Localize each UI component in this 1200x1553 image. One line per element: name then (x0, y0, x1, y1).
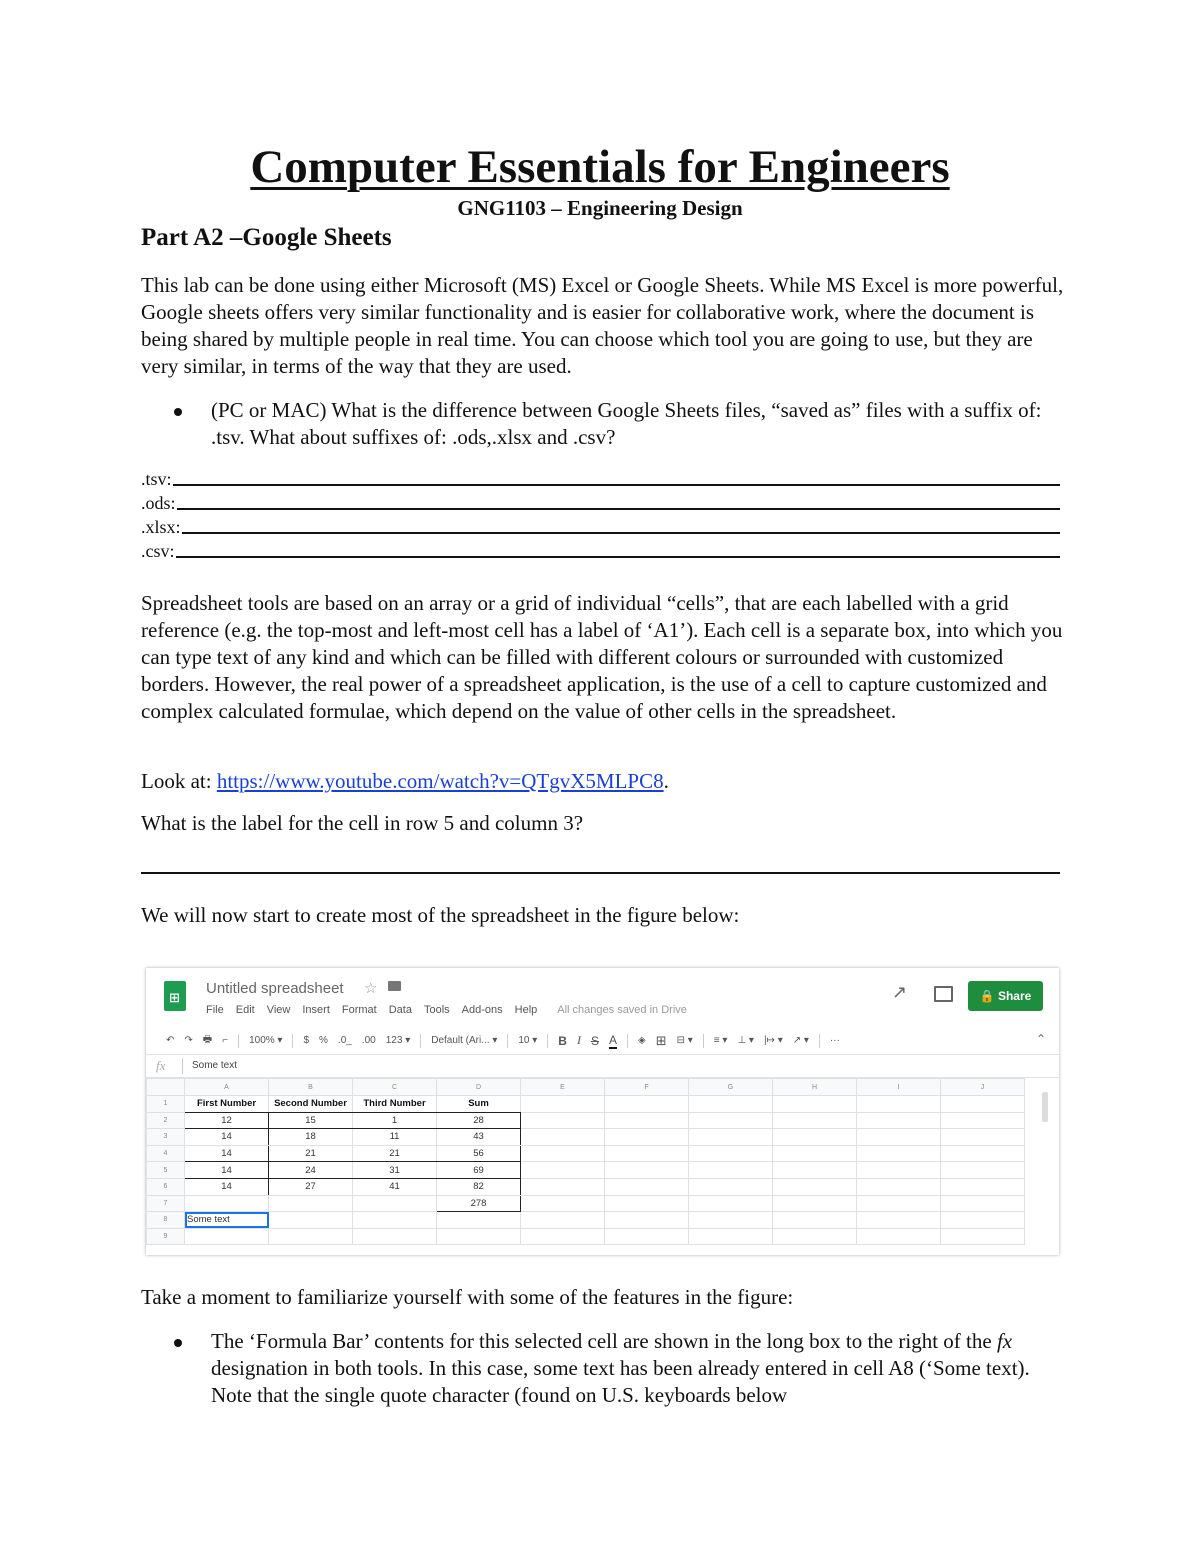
cell-d4[interactable]: 56 (437, 1145, 521, 1162)
cell[interactable] (857, 1112, 941, 1129)
row-column-question: What is the label for the cell in row 5 and column 3? (141, 811, 584, 835)
menu-format[interactable]: Format (341, 1004, 377, 1016)
youtube-link[interactable]: https://www.youtube.com/watch?v=QTgvX5MLPC8 (216, 769, 664, 793)
fx-italic: fx (996, 1329, 1013, 1353)
share-button[interactable]: 🔒 Share (968, 981, 1043, 1011)
cell-c6[interactable]: 41 (353, 1178, 437, 1195)
cell[interactable] (773, 1212, 857, 1229)
menu-view[interactable]: View (266, 1004, 291, 1016)
menu-bar (206, 1004, 687, 1016)
cell[interactable] (857, 1228, 941, 1245)
cell[interactable] (521, 1145, 605, 1162)
answer-line-xlsx[interactable] (141, 514, 1060, 538)
row-header[interactable]: 2 (147, 1112, 185, 1129)
cell[interactable] (857, 1145, 941, 1162)
cell[interactable] (605, 1129, 689, 1146)
cell-c3[interactable]: 11 (353, 1129, 437, 1146)
row-header[interactable]: 4 (147, 1145, 185, 1162)
cell[interactable] (941, 1112, 1025, 1129)
cell-b8[interactable] (269, 1212, 353, 1229)
sheets-logo-icon: ⊞ (164, 981, 186, 1011)
cell-b4[interactable]: 21 (269, 1145, 353, 1162)
answer-label: .csv: (141, 541, 175, 561)
bullet-icon (174, 408, 182, 416)
merge-cells-icon[interactable]: ⊟ ▾ (676, 1035, 693, 1046)
cell-c4[interactable]: 21 (353, 1145, 437, 1162)
strikethrough-button[interactable]: S (590, 1033, 599, 1048)
column-header-i[interactable]: I (857, 1079, 941, 1096)
cell[interactable] (521, 1178, 605, 1195)
star-icon[interactable]: ☆ (364, 980, 378, 997)
cell-c1[interactable]: Third Number (353, 1096, 437, 1113)
cell-d1[interactable]: Sum (437, 1096, 521, 1113)
figure-intro: We will now start to create most of the spreadsheet in the figure below: (141, 903, 740, 927)
cell-a3[interactable]: 14 (185, 1129, 269, 1146)
column-header-h[interactable]: H (773, 1079, 857, 1096)
cell-c9[interactable] (353, 1228, 437, 1245)
text-wrap-icon[interactable]: |↦ ▾ (763, 1035, 783, 1046)
cell[interactable] (941, 1228, 1025, 1245)
column-header-a[interactable]: A (185, 1079, 269, 1096)
menu-edit[interactable]: Edit (235, 1004, 255, 1016)
cell[interactable] (521, 1096, 605, 1113)
cell[interactable] (521, 1195, 605, 1212)
cell[interactable] (605, 1178, 689, 1195)
cell[interactable] (941, 1096, 1025, 1113)
column-header-f[interactable]: F (605, 1079, 689, 1096)
increase-decimal-button[interactable]: .00 (361, 1035, 376, 1046)
cell[interactable] (773, 1112, 857, 1129)
cell[interactable] (689, 1178, 773, 1195)
cell[interactable] (689, 1212, 773, 1229)
answer-label: .tsv: (141, 469, 172, 489)
answer-rule[interactable] (141, 872, 1060, 874)
column-header-b[interactable]: B (269, 1079, 353, 1096)
look-at-line (141, 768, 1066, 795)
row-header[interactable]: 9 (147, 1228, 185, 1245)
fx-icon: fx (156, 1058, 166, 1073)
cell-b3[interactable]: 18 (269, 1129, 353, 1146)
redo-icon[interactable]: ↷ (184, 1035, 193, 1046)
cell[interactable] (773, 1129, 857, 1146)
cell-a8[interactable]: Some text (185, 1212, 269, 1229)
cell[interactable] (605, 1096, 689, 1113)
activity-trend-icon[interactable]: ↗ (892, 982, 908, 1002)
select-all-corner[interactable] (147, 1079, 185, 1096)
cell-d7[interactable]: 278 (437, 1195, 521, 1212)
cell[interactable] (773, 1195, 857, 1212)
cell[interactable] (689, 1195, 773, 1212)
fill-color-icon[interactable]: ◈ (638, 1035, 646, 1046)
cell[interactable] (773, 1162, 857, 1179)
row-header[interactable]: 8 (147, 1212, 185, 1229)
intro-paragraph: This lab can be done using either Microsoft (MS) Excel or Google Sheets. While MS Excel is more powerful, Google sheets offers very similar functionality and is easier for collaborative work, where the document is being shared by multiple people in real time. You can choose which tool you are going to use, but they are very similar, in terms of the way that they are used. (141, 273, 1064, 378)
answer-line-csv[interactable] (141, 538, 1060, 562)
cell[interactable] (941, 1195, 1025, 1212)
menu-file[interactable]: File (206, 1004, 224, 1016)
cell[interactable] (689, 1096, 773, 1113)
cell[interactable] (941, 1129, 1025, 1146)
bullet-text: The ‘Formula Bar’ contents for this selected cell are shown in the long box to the right of the fx designation in both tools. In this case, some text has been already entered in cell A8 (‘Some text). Note that the single quote character (found on U.S. keyboards below (211, 1329, 1030, 1407)
cell[interactable] (857, 1178, 941, 1195)
currency-button[interactable]: $ (303, 1035, 310, 1046)
font-select[interactable]: Default (Ari... ▾ (431, 1035, 498, 1046)
cell[interactable] (773, 1178, 857, 1195)
cell-b2[interactable]: 15 (269, 1112, 353, 1129)
vertical-scrollbar[interactable] (1042, 1092, 1048, 1122)
cell[interactable] (605, 1145, 689, 1162)
cell[interactable] (773, 1096, 857, 1113)
spreadsheet-figure (146, 968, 1059, 1255)
bullet-question-file-types (176, 397, 1066, 451)
more-icon[interactable]: ··· (829, 1035, 840, 1046)
text-rotation-icon[interactable]: ↗ ▾ (792, 1035, 809, 1046)
cell[interactable] (521, 1129, 605, 1146)
cell-d5[interactable]: 69 (437, 1162, 521, 1179)
menu-addons[interactable]: Add-ons (461, 1004, 503, 1016)
row-header[interactable]: 6 (147, 1178, 185, 1195)
doc-name[interactable]: Untitled spreadsheet (206, 980, 344, 997)
cell[interactable] (521, 1112, 605, 1129)
cell-b1[interactable]: Second Number (269, 1096, 353, 1113)
cell-a1[interactable]: First Number (185, 1096, 269, 1113)
cell[interactable] (605, 1228, 689, 1245)
bullet-icon (174, 1339, 182, 1347)
undo-icon[interactable]: ↶ (166, 1035, 175, 1046)
cell[interactable] (857, 1096, 941, 1113)
cell-c2[interactable]: 1 (353, 1112, 437, 1129)
page-title: Computer Essentials for Engineers (250, 141, 950, 193)
row-header[interactable]: 7 (147, 1195, 185, 1212)
cell[interactable] (521, 1162, 605, 1179)
formula-input[interactable]: Some text (192, 1060, 238, 1071)
formula-bar (146, 1054, 1059, 1078)
menu-help[interactable]: Help (514, 1004, 538, 1016)
menu-tools[interactable]: Tools (423, 1004, 450, 1016)
bullet-text: (PC or MAC) What is the difference between Google Sheets files, “saved as” files with a suffix of: .tsv. What about suffixes of: .ods,.xlsx and .csv? (211, 398, 1042, 449)
cell[interactable] (941, 1178, 1025, 1195)
decrease-decimal-button[interactable]: .0_ (337, 1035, 352, 1046)
column-header-e[interactable]: E (521, 1079, 605, 1096)
cell-d6[interactable]: 82 (437, 1178, 521, 1195)
row-header[interactable]: 1 (147, 1096, 185, 1113)
cell[interactable] (689, 1145, 773, 1162)
cell[interactable] (605, 1195, 689, 1212)
sheet-grid (146, 1078, 1025, 1245)
zoom-select[interactable]: 100% ▾ (249, 1035, 283, 1046)
answer-line-tsv[interactable] (141, 466, 1060, 490)
cell[interactable] (521, 1228, 605, 1245)
period: . (663, 769, 669, 793)
cell[interactable] (689, 1228, 773, 1245)
course-subtitle: GNG1103 – Engineering Design (457, 196, 743, 220)
cell[interactable] (941, 1212, 1025, 1229)
spreadsheet-paragraph: Spreadsheet tools are based on an array or a grid of individual “cells”, that are each labelled with a grid reference (e.g. the top-most and left-most cell has a label of ‘A1’). Each cell is a separate box, into which you can type text of any kind and which can be filled with different colours or surrounded with customized borders. However, the real power of a spreadsheet application, is the use of a cell to capture customized and complex calculated formulae, which depend on the value of other cells in the spreadsheet. (141, 591, 1063, 723)
cell[interactable] (689, 1129, 773, 1146)
cell[interactable] (521, 1212, 605, 1229)
cell[interactable] (605, 1212, 689, 1229)
cell-c8[interactable] (353, 1212, 437, 1229)
horizontal-align-icon[interactable]: ≡ ▾ (713, 1035, 728, 1046)
cell-c7[interactable] (353, 1195, 437, 1212)
font-size-select[interactable]: 10 ▾ (518, 1035, 538, 1046)
answer-line-ods[interactable] (141, 490, 1060, 514)
menu-data[interactable]: Data (388, 1004, 412, 1016)
cell[interactable] (857, 1129, 941, 1146)
cell-d8[interactable] (437, 1212, 521, 1229)
cell[interactable] (605, 1112, 689, 1129)
vertical-align-icon[interactable]: ⊥ ▾ (737, 1035, 754, 1046)
cell[interactable] (689, 1162, 773, 1179)
bold-button[interactable]: B (558, 1033, 567, 1048)
cell-d3[interactable]: 43 (437, 1129, 521, 1146)
cell-a7[interactable] (185, 1195, 269, 1212)
cell[interactable] (689, 1112, 773, 1129)
text-color-button[interactable]: A (608, 1032, 617, 1047)
cell-d2[interactable]: 28 (437, 1112, 521, 1129)
cell-b5[interactable]: 24 (269, 1162, 353, 1179)
cell[interactable] (773, 1145, 857, 1162)
percent-button[interactable]: % (319, 1035, 328, 1046)
answer-label: .ods: (141, 493, 176, 513)
cell[interactable] (857, 1212, 941, 1229)
toolbar (166, 1032, 840, 1049)
row-header[interactable]: 3 (147, 1129, 185, 1146)
column-header-g[interactable]: G (689, 1079, 773, 1096)
borders-icon[interactable]: ⊞ (655, 1032, 667, 1048)
save-status: All changes saved in Drive (557, 1004, 687, 1016)
cell-b7[interactable] (269, 1195, 353, 1212)
cell[interactable] (857, 1195, 941, 1212)
menu-insert[interactable]: Insert (302, 1004, 330, 1016)
cell[interactable] (773, 1228, 857, 1245)
cell-a4[interactable]: 14 (185, 1145, 269, 1162)
column-header-j[interactable]: J (941, 1079, 1025, 1096)
cell-b6[interactable]: 27 (269, 1178, 353, 1195)
cell-a2[interactable]: 12 (185, 1112, 269, 1129)
cell[interactable] (857, 1162, 941, 1179)
italic-button[interactable]: I (576, 1033, 581, 1047)
cell-d9[interactable] (437, 1228, 521, 1245)
bullet-formula-bar (176, 1328, 1066, 1409)
cell[interactable] (941, 1145, 1025, 1162)
cell-b9[interactable] (269, 1228, 353, 1245)
familiarize-paragraph: Take a moment to familiarize yourself with some of the features in the figure: (141, 1285, 794, 1309)
paint-format-icon[interactable]: ⌐ (222, 1035, 229, 1046)
column-header-d[interactable]: D (437, 1079, 521, 1096)
look-at-label: Look at: (141, 769, 217, 793)
cell[interactable] (605, 1162, 689, 1179)
cell-c5[interactable]: 31 (353, 1162, 437, 1179)
comment-icon[interactable] (934, 986, 953, 1002)
cell-a5[interactable]: 14 (185, 1162, 269, 1179)
more-formats-select[interactable]: 123 ▾ (385, 1035, 411, 1046)
part-heading: Part A2 –Google Sheets (141, 224, 392, 251)
cell-a6[interactable]: 14 (185, 1178, 269, 1195)
column-header-c[interactable]: C (353, 1079, 437, 1096)
cell-a9[interactable] (185, 1228, 269, 1245)
row-header[interactable]: 5 (147, 1162, 185, 1179)
print-icon[interactable]: 🖶 (202, 1034, 213, 1045)
cell[interactable] (941, 1162, 1025, 1179)
collapse-toolbar-icon[interactable]: ⌃ (1036, 1032, 1047, 1046)
answer-label: .xlsx: (141, 517, 181, 537)
folder-icon[interactable] (388, 981, 401, 991)
